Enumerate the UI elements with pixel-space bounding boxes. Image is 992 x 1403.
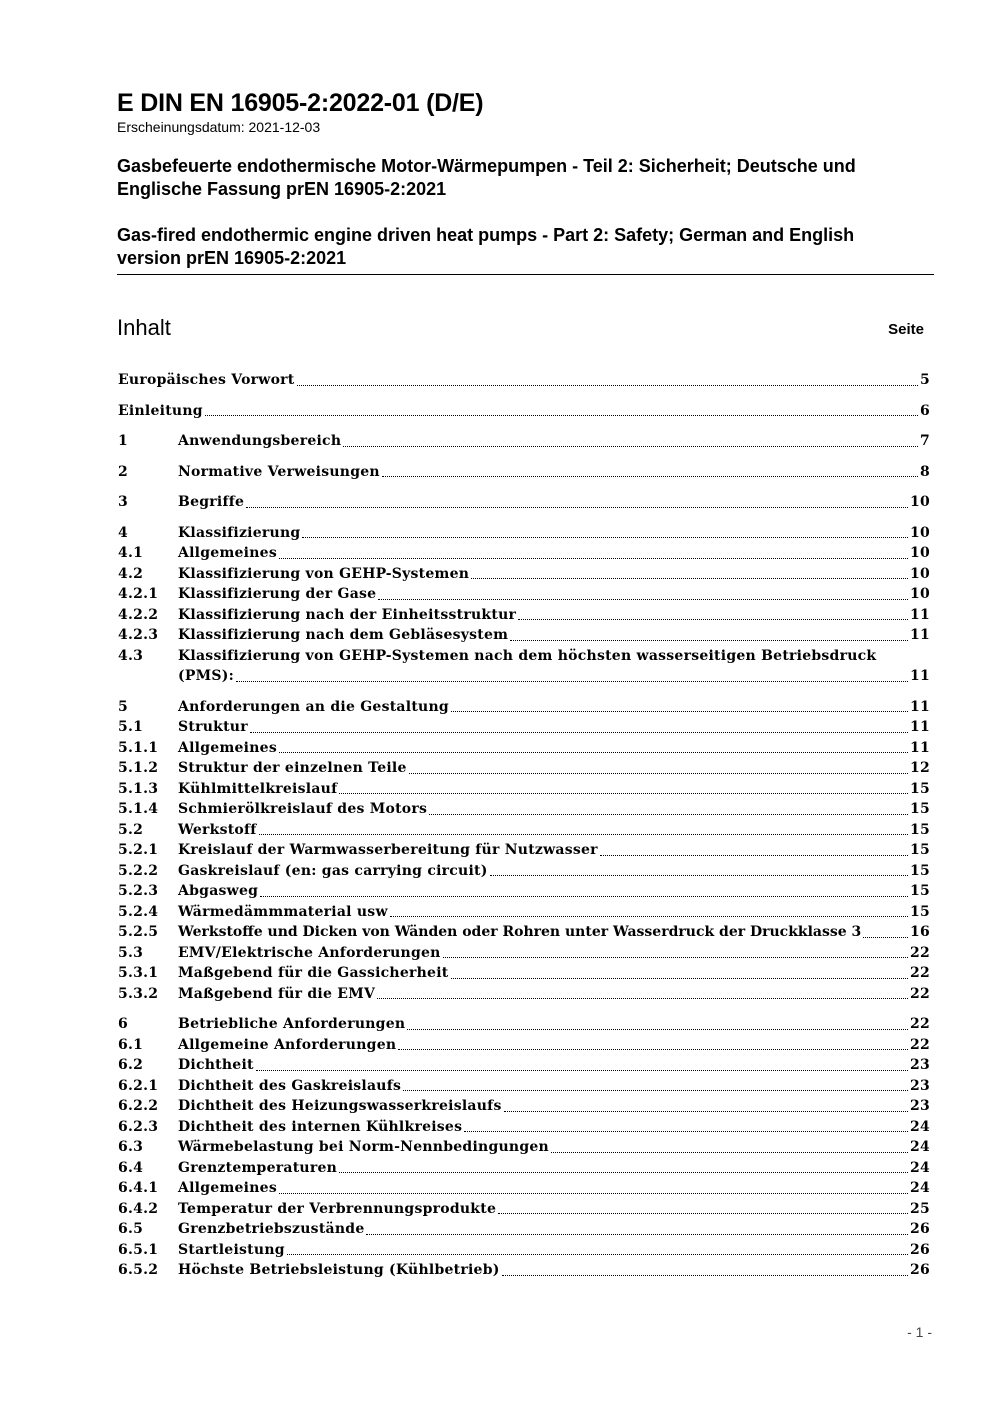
toc-entry-page: 22 (910, 965, 930, 981)
toc-leader (256, 1069, 908, 1071)
toc-entry[interactable] (118, 1117, 930, 1138)
toc-entry[interactable] (118, 370, 930, 391)
toc-entry[interactable] (118, 687, 930, 718)
toc-entry[interactable] (118, 861, 930, 882)
toc-entry[interactable] (118, 513, 930, 544)
toc-entry[interactable] (118, 779, 930, 800)
toc-entry[interactable] (118, 1178, 930, 1199)
toc-entry-page: 24 (910, 1159, 930, 1176)
toc-entry-title: Allgemeines (178, 1180, 277, 1196)
toc-entry-page: 15 (910, 801, 930, 817)
toc-entry-number: 5.3.2 (118, 985, 159, 1002)
toc-entry-title: Betriebliche Anforderungen (178, 1016, 406, 1032)
toc-entry-number: 6.1 (118, 1036, 144, 1053)
toc-entry[interactable] (118, 1055, 930, 1076)
toc-entry-title: Klassifizierung von GEHP-Systemen (178, 565, 470, 582)
toc-entry-number: 2 (118, 463, 128, 480)
toc-leader (259, 833, 908, 835)
document-header (117, 88, 934, 270)
toc-entry[interactable] (118, 391, 930, 422)
toc-entry[interactable] (118, 943, 930, 964)
toc-leader (502, 1274, 908, 1276)
toc-leader (504, 1110, 908, 1112)
toc-entry-number: 4.2.3 (118, 627, 159, 643)
toc-entry[interactable] (118, 1035, 930, 1056)
toc-entry-page: 11 (910, 719, 930, 735)
toc-entry-page: 24 (910, 1139, 930, 1155)
toc-entry[interactable] (118, 840, 930, 861)
toc-leader (205, 414, 918, 416)
toc-entry[interactable] (118, 1076, 930, 1097)
toc-entry-title: Allgemeines (178, 545, 277, 561)
toc-leader (297, 384, 918, 386)
toc-leader (600, 854, 908, 856)
toc-entry-page: 24 (910, 1118, 930, 1135)
publication-date: Erscheinungsdatum: 2021-12-03 (117, 119, 321, 135)
toc-entry[interactable] (118, 738, 930, 759)
toc-entry-number: 5.1.2 (118, 760, 159, 776)
toc-leader (510, 639, 908, 641)
toc-entry-title: Struktur (178, 719, 248, 735)
toc-entry-page: 22 (910, 1016, 930, 1032)
toc-entry[interactable] (118, 717, 930, 738)
toc-entry[interactable] (118, 584, 930, 605)
toc-entry[interactable] (118, 881, 930, 902)
toc-leader (551, 1151, 908, 1153)
toc-entry-title: Wärmebelastung bei Norm-Nennbedingungen (178, 1139, 549, 1155)
toc-entry-number: 6 (118, 1016, 128, 1032)
toc-leader (339, 1171, 908, 1173)
toc-entry[interactable] (118, 1137, 930, 1158)
toc-entry[interactable] (118, 1199, 930, 1220)
toc-entry-title: Werkstoffe und Dicken von Wänden oder Rohren unter Wasserdruck der Druckklasse 3 (178, 924, 862, 940)
toc-entry-title: Klassifizierung der Gase (178, 586, 377, 602)
toc-entry-number: 4.1 (118, 545, 144, 561)
toc-leader (279, 557, 908, 559)
document-id: E DIN EN 16905-2:2022-01 (D/E) (117, 89, 484, 117)
toc-entry-number: 5.1.1 (118, 739, 159, 756)
toc-entry-page: 15 (910, 862, 930, 879)
toc-entry-page: 11 (910, 739, 930, 756)
toc-entry-page: 22 (910, 944, 930, 961)
toc-entry[interactable] (118, 1004, 930, 1035)
toc-entry[interactable] (118, 625, 930, 646)
toc-entry-title: Maßgebend für die EMV (178, 985, 376, 1002)
toc-entry-number: 5.3 (118, 944, 144, 961)
toc-entry-page: 10 (910, 524, 930, 541)
toc-entry-page: 26 (910, 1262, 930, 1278)
toc-leader (409, 772, 908, 774)
toc-leader (518, 618, 908, 620)
toc-entry[interactable] (118, 1240, 930, 1261)
toc-entry[interactable] (118, 799, 930, 820)
toc-entry-title: Klassifizierung nach der Einheitsstruktur (178, 606, 517, 623)
toc-entry-number: 5 (118, 698, 128, 715)
toc-leader (279, 1192, 908, 1194)
toc-entry-title: Gaskreislauf (en: gas carrying circuit) (178, 862, 488, 879)
toc-leader (407, 1028, 908, 1030)
toc-entry-title: Begriffe (178, 494, 245, 510)
toc-entry-title: Kühlmittelkreislauf (178, 780, 338, 797)
toc-entry-number: 6.4 (118, 1159, 144, 1176)
toc-entry-page: 11 (910, 698, 930, 715)
toc-heading: Inhalt (117, 315, 171, 340)
toc-entry-number: 6.2 (118, 1057, 144, 1073)
toc-entry-number: 5.1.4 (118, 801, 159, 817)
toc-entry-page: 16 (910, 924, 930, 940)
toc-entry[interactable] (118, 452, 930, 483)
toc-leader (443, 956, 908, 958)
toc-leader (343, 445, 918, 447)
toc-leader (260, 895, 908, 897)
toc-entry-page: 8 (920, 463, 930, 480)
toc-entry-title: Kreislauf der Warmwasserbereitung für Nutzwasser (178, 842, 598, 858)
toc-leader (339, 792, 908, 794)
toc-entry-title: Startleistung (178, 1241, 285, 1258)
toc-entry[interactable] (118, 1096, 930, 1117)
toc-leader (471, 577, 908, 579)
toc-entry-page: 11 (910, 606, 930, 623)
toc-leader (498, 1212, 908, 1214)
toc-entry-title: Abgasweg (178, 883, 259, 899)
toc-entry[interactable] (118, 922, 930, 943)
toc-entry[interactable] (118, 564, 930, 585)
toc-entry-page: 22 (910, 1036, 930, 1053)
toc-leader (366, 1233, 908, 1235)
toc-entry[interactable] (118, 902, 930, 923)
toc-entry-page: 26 (910, 1221, 930, 1237)
toc-entry-number: 6.5.1 (118, 1241, 159, 1258)
toc-leader (403, 1089, 908, 1091)
toc-entry[interactable] (118, 1158, 930, 1179)
toc-entry-title: Klassifizierung nach dem Gebläsesystem (178, 627, 509, 643)
toc-entry-number: 1 (118, 433, 128, 449)
toc-entry-page: 15 (910, 903, 930, 920)
toc-entry-number: 5.2.2 (118, 862, 159, 879)
toc-entry-page: 11 (910, 627, 930, 643)
toc-entry-title: Dichtheit des Heizungswasserkreislaufs (178, 1098, 502, 1114)
toc-entry-page: 23 (910, 1077, 930, 1094)
toc-leader (429, 813, 908, 815)
toc-entry[interactable] (118, 984, 930, 1005)
toc-leader (464, 1130, 908, 1132)
toc-entry[interactable] (118, 482, 930, 513)
toc-entry-title: Höchste Betriebsleistung (Kühlbetrieb) (178, 1262, 500, 1278)
toc-leader (287, 1253, 908, 1255)
toc-entry-number: 5.1.3 (118, 780, 159, 797)
toc-entry-number: 4 (118, 524, 128, 541)
toc-entry-title: Werkstoff (178, 821, 257, 838)
toc-leader (390, 915, 908, 917)
toc-entry-number: 6.4.1 (118, 1180, 159, 1196)
toc-entry-title: Struktur der einzelnen Teile (178, 760, 407, 776)
toc-leader (451, 977, 909, 979)
toc-entry[interactable] (118, 758, 930, 779)
header-rule (117, 274, 934, 275)
toc-entry-number: 5.2.5 (118, 924, 159, 940)
toc-leader (398, 1048, 908, 1050)
toc-entry-title: Grenzbetriebszustände (178, 1221, 365, 1237)
toc-entry[interactable] (118, 421, 930, 452)
toc-entry-page: 10 (910, 545, 930, 561)
toc-entry-number: 5.2.1 (118, 842, 159, 858)
title-english: Gas-fired endothermic engine driven heat pumps - Part 2: Safety; German and English version prEN 16905-2:2021 (117, 225, 855, 268)
toc-entry-title: Einleitung (118, 402, 203, 419)
toc-entry-page: 15 (910, 842, 930, 858)
toc-entry-number: 6.4.2 (118, 1200, 159, 1217)
toc-entry-page: 26 (910, 1241, 930, 1258)
toc-leader (246, 506, 908, 508)
toc-entry-title: Allgemeines (178, 739, 277, 756)
toc-entry[interactable] (118, 1260, 930, 1281)
toc-entry-number: 3 (118, 494, 128, 510)
toc-entry-number: 4.2.1 (118, 586, 159, 602)
toc-entry-number: 6.3 (118, 1139, 144, 1155)
toc-entry-title: Dichtheit des internen Kühlkreises (178, 1118, 463, 1135)
toc-entry-page: 10 (910, 565, 930, 582)
toc-entry-page: 10 (910, 494, 930, 510)
toc-entry-title: Normative Verweisungen (178, 463, 380, 480)
toc-entry[interactable] (118, 646, 930, 687)
toc-entry-page: 15 (910, 821, 930, 838)
toc-leader (377, 997, 908, 999)
toc-entry-number: 4.2.2 (118, 606, 159, 623)
toc-entry[interactable] (118, 820, 930, 841)
toc-entry-title: Maßgebend für die Gassicherheit (178, 965, 449, 981)
title-german: Gasbefeuerte endothermische Motor-Wärmepumpen - Teil 2: Sicherheit; Deutsche und Englische Fassung prEN 16905-2:2021 (117, 156, 856, 199)
toc-leader (302, 536, 908, 538)
toc-entry[interactable] (118, 605, 930, 626)
toc-entry-title-continued: (PMS): (178, 668, 235, 684)
toc-entry-title: Grenztemperaturen (178, 1159, 338, 1176)
toc-entry-title: Dichtheit des Gaskreislaufs (178, 1077, 402, 1094)
toc-entry-page: 23 (910, 1098, 930, 1114)
toc-leader (382, 475, 918, 477)
toc-entry-title: Allgemeine Anforderungen (178, 1036, 397, 1053)
toc-entry-number: 4.3 (118, 647, 144, 664)
toc-entry-title: Wärmedämmmaterial usw (178, 903, 388, 920)
toc-entry-title: Europäisches Vorwort (118, 372, 295, 388)
toc-leader (863, 936, 908, 938)
toc-entry-page: 24 (910, 1180, 930, 1196)
toc-entry-title: Temperatur der Verbrennungsprodukte (178, 1200, 497, 1217)
toc-entry-title: Schmierölkreislauf des Motors (178, 801, 428, 817)
toc-entry[interactable] (118, 543, 930, 564)
toc-leader (250, 731, 908, 733)
toc-entry-title: Klassifizierung (178, 524, 301, 541)
toc-entry-title: Anwendungsbereich (178, 433, 342, 449)
toc-entry-page: 7 (920, 433, 930, 449)
page-number: - 1 - (907, 1324, 932, 1340)
toc-entry-number: 5.2.4 (118, 903, 159, 920)
toc-leader (236, 680, 908, 682)
toc-entry-title: Klassifizierung von GEHP-Systemen nach dem höchsten wasserseitigen Betriebsdruck (178, 647, 877, 664)
toc-entry-number: 6.2.1 (118, 1077, 159, 1094)
toc-leader (490, 874, 908, 876)
toc-entry-page: 15 (910, 780, 930, 797)
toc-entry-title: Anforderungen an die Gestaltung (178, 698, 449, 715)
toc-entry[interactable] (118, 963, 930, 984)
toc-entry-title: Dichtheit (178, 1057, 254, 1073)
toc-leader (378, 598, 908, 600)
toc-entry[interactable] (118, 1219, 930, 1240)
toc-entry-page: 11 (910, 668, 930, 684)
toc-page-label: Seite (888, 321, 924, 338)
toc-entry-number: 6.5 (118, 1221, 144, 1237)
toc-entry-number: 5.3.1 (118, 965, 159, 981)
toc-entry-number: 5.2.3 (118, 883, 159, 899)
toc-entry-number: 6.5.2 (118, 1262, 159, 1278)
toc-entry-page: 25 (910, 1200, 930, 1217)
toc-entry-title: EMV/Elektrische Anforderungen (178, 944, 441, 961)
table-of-contents (118, 370, 930, 1281)
toc-entry-number: 6.2.3 (118, 1118, 159, 1135)
toc-leader (451, 710, 908, 712)
toc-entry-page: 22 (910, 985, 930, 1002)
toc-leader (279, 751, 908, 753)
toc-entry-page: 5 (920, 372, 930, 388)
toc-entry-page: 23 (910, 1057, 930, 1073)
toc-entry-number: 5.1 (118, 719, 144, 735)
toc-entry-number: 4.2 (118, 565, 144, 582)
toc-entry-page: 12 (910, 760, 930, 776)
toc-entry-page: 6 (920, 402, 930, 419)
toc-entry-number: 6.2.2 (118, 1098, 159, 1114)
toc-entry-page: 10 (910, 586, 930, 602)
toc-entry-number: 5.2 (118, 821, 144, 838)
toc-entry-page: 15 (910, 883, 930, 899)
